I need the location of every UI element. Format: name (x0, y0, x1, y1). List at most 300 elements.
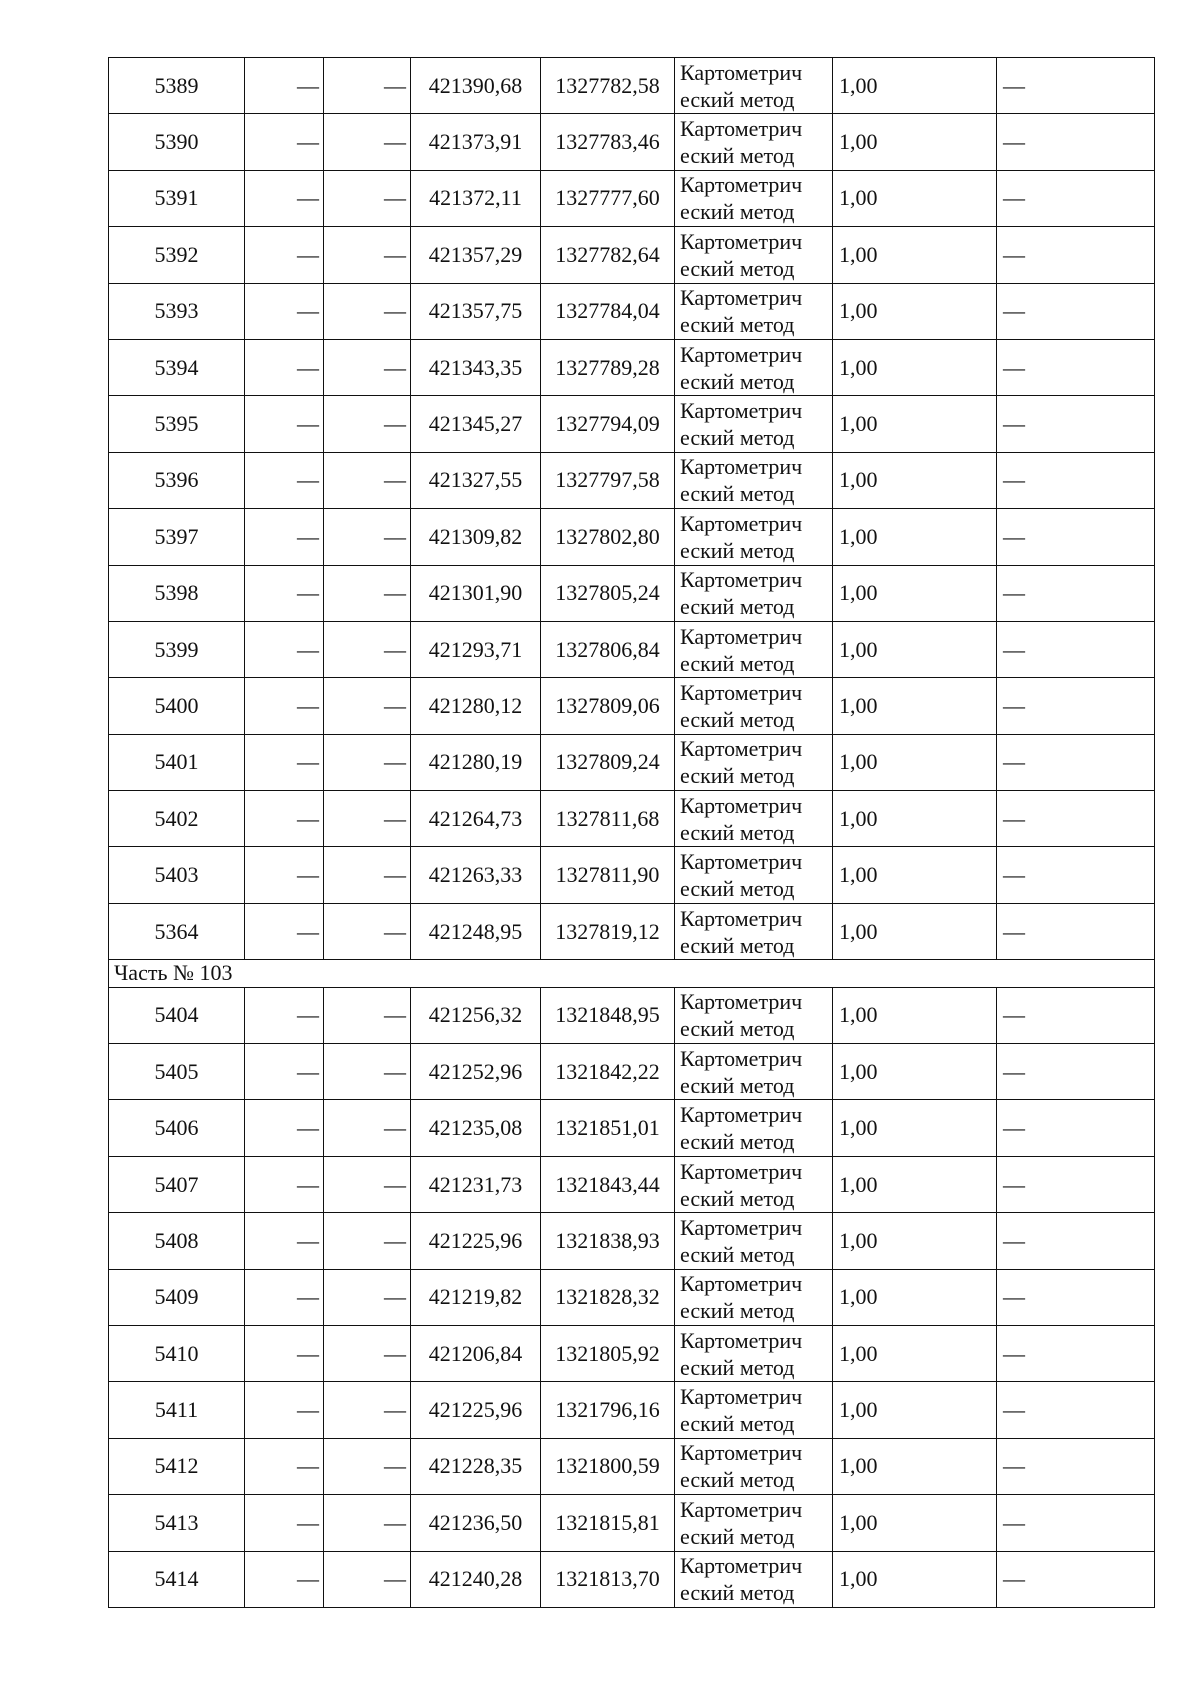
old-x-cell: — (245, 565, 324, 621)
old-y-cell: — (324, 452, 411, 508)
table-row (109, 339, 1155, 395)
accuracy-cell: 1,00 (833, 903, 997, 959)
description-cell: — (997, 987, 1155, 1043)
method-cell (675, 1156, 833, 1212)
old-x-cell: — (245, 1382, 324, 1438)
accuracy-cell: 1,00 (833, 58, 997, 114)
point-number-cell: 5391 (109, 170, 245, 226)
y-coordinate-cell: 1327809,24 (541, 734, 675, 790)
method-line-1: Картометрич (680, 1158, 803, 1184)
method-line-2: еский метод (680, 1298, 795, 1324)
description-cell: — (997, 58, 1155, 114)
method-cell (675, 1213, 833, 1269)
method-line-1: Картометрич (680, 679, 803, 705)
accuracy-cell: 1,00 (833, 396, 997, 452)
old-y-cell: — (324, 1156, 411, 1212)
description-cell: — (997, 621, 1155, 677)
method-line-2: еский метод (680, 1072, 795, 1098)
description-cell: — (997, 114, 1155, 170)
description-cell: — (997, 678, 1155, 734)
table-row (109, 58, 1155, 114)
point-number-cell: 5411 (109, 1382, 245, 1438)
description-cell: — (997, 791, 1155, 847)
method-line-1: Картометрич (680, 567, 803, 593)
accuracy-cell: 1,00 (833, 791, 997, 847)
point-number-cell: 5407 (109, 1156, 245, 1212)
y-coordinate-cell: 1321843,44 (541, 1156, 675, 1212)
table-row (109, 227, 1155, 283)
y-coordinate-cell: 1327819,12 (541, 903, 675, 959)
point-number-cell: 5399 (109, 621, 245, 677)
y-coordinate-cell: 1327782,58 (541, 58, 675, 114)
method-line-1: Картометрич (680, 1384, 803, 1410)
accuracy-cell: 1,00 (833, 170, 997, 226)
point-number-cell: 5414 (109, 1551, 245, 1607)
y-coordinate-cell: 1327789,28 (541, 339, 675, 395)
method-line-2: еский метод (680, 143, 795, 169)
method-cell (675, 1438, 833, 1494)
x-coordinate-cell: 421225,96 (411, 1382, 541, 1438)
coordinates-table-body (109, 58, 1155, 1608)
y-coordinate-cell: 1321813,70 (541, 1551, 675, 1607)
old-x-cell: — (245, 509, 324, 565)
old-x-cell: — (245, 339, 324, 395)
method-cell (675, 565, 833, 621)
y-coordinate-cell: 1321842,22 (541, 1044, 675, 1100)
x-coordinate-cell: 421264,73 (411, 791, 541, 847)
x-coordinate-cell: 421236,50 (411, 1495, 541, 1551)
point-number-cell: 5393 (109, 283, 245, 339)
x-coordinate-cell: 421345,27 (411, 396, 541, 452)
old-y-cell: — (324, 509, 411, 565)
description-cell: — (997, 1100, 1155, 1156)
accuracy-cell: 1,00 (833, 1156, 997, 1212)
y-coordinate-cell: 1321828,32 (541, 1269, 675, 1325)
table-row (109, 1495, 1155, 1551)
method-cell (675, 339, 833, 395)
table-row (109, 170, 1155, 226)
description-cell: — (997, 1269, 1155, 1325)
point-number-cell: 5394 (109, 339, 245, 395)
description-cell: — (997, 452, 1155, 508)
point-number-cell: 5390 (109, 114, 245, 170)
method-line-1: Картометрич (680, 398, 803, 424)
accuracy-cell: 1,00 (833, 509, 997, 565)
old-x-cell: — (245, 791, 324, 847)
method-line-1: Картометрич (680, 736, 803, 762)
x-coordinate-cell: 421373,91 (411, 114, 541, 170)
old-x-cell: — (245, 1269, 324, 1325)
method-line-2: еский метод (680, 1241, 795, 1267)
old-y-cell: — (324, 1044, 411, 1100)
description-cell: — (997, 170, 1155, 226)
x-coordinate-cell: 421225,96 (411, 1213, 541, 1269)
point-number-cell: 5413 (109, 1495, 245, 1551)
table-row (109, 114, 1155, 170)
method-line-1: Картометрич (680, 623, 803, 649)
method-line-2: еский метод (680, 763, 795, 789)
accuracy-cell: 1,00 (833, 1269, 997, 1325)
y-coordinate-cell: 1327783,46 (541, 114, 675, 170)
old-x-cell: — (245, 1100, 324, 1156)
old-y-cell: — (324, 227, 411, 283)
y-coordinate-cell: 1327777,60 (541, 170, 675, 226)
old-y-cell: — (324, 903, 411, 959)
method-cell (675, 452, 833, 508)
x-coordinate-cell: 421309,82 (411, 509, 541, 565)
point-number-cell: 5389 (109, 58, 245, 114)
description-cell: — (997, 903, 1155, 959)
method-line-2: еский метод (680, 481, 795, 507)
table-row (109, 1551, 1155, 1607)
method-line-2: еский метод (680, 819, 795, 845)
accuracy-cell: 1,00 (833, 1100, 997, 1156)
old-x-cell: — (245, 1325, 324, 1381)
method-line-1: Картометрич (680, 1214, 803, 1240)
old-x-cell: — (245, 621, 324, 677)
accuracy-cell: 1,00 (833, 227, 997, 283)
table-row (109, 621, 1155, 677)
old-x-cell: — (245, 1438, 324, 1494)
point-number-cell: 5412 (109, 1438, 245, 1494)
x-coordinate-cell: 421293,71 (411, 621, 541, 677)
accuracy-cell: 1,00 (833, 1495, 997, 1551)
description-cell: — (997, 1382, 1155, 1438)
method-line-1: Картометрич (680, 341, 803, 367)
description-cell: — (997, 227, 1155, 283)
accuracy-cell: 1,00 (833, 1551, 997, 1607)
x-coordinate-cell: 421252,96 (411, 1044, 541, 1100)
method-line-1: Картометрич (680, 116, 803, 142)
accuracy-cell: 1,00 (833, 1438, 997, 1494)
point-number-cell: 5364 (109, 903, 245, 959)
x-coordinate-cell: 421343,35 (411, 339, 541, 395)
description-cell: — (997, 1495, 1155, 1551)
method-line-1: Картометрич (680, 1553, 803, 1579)
y-coordinate-cell: 1327794,09 (541, 396, 675, 452)
y-coordinate-cell: 1321815,81 (541, 1495, 675, 1551)
method-line-2: еский метод (680, 1129, 795, 1155)
table-row (109, 396, 1155, 452)
old-y-cell: — (324, 621, 411, 677)
accuracy-cell: 1,00 (833, 1213, 997, 1269)
method-cell (675, 1382, 833, 1438)
method-line-1: Картометрич (680, 849, 803, 875)
old-x-cell: — (245, 58, 324, 114)
method-cell (675, 396, 833, 452)
table-row (109, 1325, 1155, 1381)
point-number-cell: 5400 (109, 678, 245, 734)
method-line-2: еский метод (680, 537, 795, 563)
description-cell: — (997, 1551, 1155, 1607)
method-line-1: Картометрич (680, 172, 803, 198)
old-y-cell: — (324, 1100, 411, 1156)
old-y-cell: — (324, 283, 411, 339)
table-row (109, 1438, 1155, 1494)
method-cell (675, 987, 833, 1043)
point-number-cell: 5404 (109, 987, 245, 1043)
old-y-cell: — (324, 847, 411, 903)
method-cell (675, 847, 833, 903)
y-coordinate-cell: 1327811,90 (541, 847, 675, 903)
method-line-2: еский метод (680, 86, 795, 112)
table-row (109, 283, 1155, 339)
method-line-1: Картометрич (680, 989, 803, 1015)
old-x-cell: — (245, 847, 324, 903)
accuracy-cell: 1,00 (833, 621, 997, 677)
y-coordinate-cell: 1327797,58 (541, 452, 675, 508)
point-number-cell: 5402 (109, 791, 245, 847)
description-cell: — (997, 1213, 1155, 1269)
method-line-2: еский метод (680, 1580, 795, 1606)
description-cell: — (997, 396, 1155, 452)
y-coordinate-cell: 1321805,92 (541, 1325, 675, 1381)
method-cell (675, 1551, 833, 1607)
old-x-cell: — (245, 987, 324, 1043)
point-number-cell: 5401 (109, 734, 245, 790)
x-coordinate-cell: 421219,82 (411, 1269, 541, 1325)
accuracy-cell: 1,00 (833, 987, 997, 1043)
y-coordinate-cell: 1327784,04 (541, 283, 675, 339)
table-row (109, 565, 1155, 621)
table-row (109, 987, 1155, 1043)
accuracy-cell: 1,00 (833, 1325, 997, 1381)
y-coordinate-cell: 1327802,80 (541, 509, 675, 565)
table-row (109, 1382, 1155, 1438)
x-coordinate-cell: 421206,84 (411, 1325, 541, 1381)
old-x-cell: — (245, 1213, 324, 1269)
accuracy-cell: 1,00 (833, 452, 997, 508)
method-line-1: Картометрич (680, 905, 803, 931)
table-row (109, 1100, 1155, 1156)
point-number-cell: 5398 (109, 565, 245, 621)
x-coordinate-cell: 421240,28 (411, 1551, 541, 1607)
x-coordinate-cell: 421235,08 (411, 1100, 541, 1156)
point-number-cell: 5409 (109, 1269, 245, 1325)
method-cell (675, 227, 833, 283)
method-line-2: еский метод (680, 876, 795, 902)
old-y-cell: — (324, 565, 411, 621)
method-line-2: еский метод (680, 425, 795, 451)
table-row (109, 509, 1155, 565)
method-cell (675, 621, 833, 677)
table-row (109, 1269, 1155, 1325)
method-line-2: еский метод (680, 1354, 795, 1380)
y-coordinate-cell: 1321800,59 (541, 1438, 675, 1494)
x-coordinate-cell: 421390,68 (411, 58, 541, 114)
x-coordinate-cell: 421263,33 (411, 847, 541, 903)
method-line-1: Картометрич (680, 510, 803, 536)
accuracy-cell: 1,00 (833, 847, 997, 903)
method-cell (675, 1325, 833, 1381)
description-cell: — (997, 283, 1155, 339)
old-y-cell: — (324, 1382, 411, 1438)
y-coordinate-cell: 1321848,95 (541, 987, 675, 1043)
accuracy-cell: 1,00 (833, 114, 997, 170)
old-y-cell: — (324, 791, 411, 847)
x-coordinate-cell: 421357,75 (411, 283, 541, 339)
accuracy-cell: 1,00 (833, 1044, 997, 1100)
method-line-2: еский метод (680, 1411, 795, 1437)
old-y-cell: — (324, 987, 411, 1043)
method-line-1: Картометрич (680, 1271, 803, 1297)
method-line-2: еский метод (680, 312, 795, 338)
point-number-cell: 5405 (109, 1044, 245, 1100)
method-cell (675, 114, 833, 170)
point-number-cell: 5395 (109, 396, 245, 452)
method-cell (675, 903, 833, 959)
y-coordinate-cell: 1327811,68 (541, 791, 675, 847)
method-line-2: еский метод (680, 1523, 795, 1549)
old-x-cell: — (245, 734, 324, 790)
method-line-1: Картометрич (680, 1440, 803, 1466)
y-coordinate-cell: 1321796,16 (541, 1382, 675, 1438)
method-line-2: еский метод (680, 1016, 795, 1042)
method-line-1: Картометрич (680, 1102, 803, 1128)
accuracy-cell: 1,00 (833, 1382, 997, 1438)
method-line-2: еский метод (680, 932, 795, 958)
description-cell: — (997, 509, 1155, 565)
method-line-1: Картометрич (680, 228, 803, 254)
table-row (109, 678, 1155, 734)
table-row (109, 1044, 1155, 1100)
table-row (109, 734, 1155, 790)
old-y-cell: — (324, 1495, 411, 1551)
description-cell: — (997, 1044, 1155, 1100)
method-line-2: еский метод (680, 255, 795, 281)
old-y-cell: — (324, 1213, 411, 1269)
method-cell (675, 1044, 833, 1100)
method-line-2: еский метод (680, 706, 795, 732)
x-coordinate-cell: 421228,35 (411, 1438, 541, 1494)
accuracy-cell: 1,00 (833, 678, 997, 734)
old-y-cell: — (324, 170, 411, 226)
method-cell (675, 734, 833, 790)
description-cell: — (997, 734, 1155, 790)
method-line-1: Картометрич (680, 1496, 803, 1522)
old-y-cell: — (324, 58, 411, 114)
old-x-cell: — (245, 170, 324, 226)
old-x-cell: — (245, 903, 324, 959)
y-coordinate-cell: 1321838,93 (541, 1213, 675, 1269)
point-number-cell: 5410 (109, 1325, 245, 1381)
method-line-1: Картометрич (680, 1045, 803, 1071)
x-coordinate-cell: 421256,32 (411, 987, 541, 1043)
point-number-cell: 5408 (109, 1213, 245, 1269)
point-number-cell: 5396 (109, 452, 245, 508)
x-coordinate-cell: 421231,73 (411, 1156, 541, 1212)
old-x-cell: — (245, 1495, 324, 1551)
description-cell: — (997, 565, 1155, 621)
x-coordinate-cell: 421301,90 (411, 565, 541, 621)
accuracy-cell: 1,00 (833, 734, 997, 790)
table-row (109, 847, 1155, 903)
table-row (109, 1156, 1155, 1212)
description-cell: — (997, 339, 1155, 395)
point-number-cell: 5406 (109, 1100, 245, 1156)
old-y-cell: — (324, 1325, 411, 1381)
part-header-label: Часть № 103 (109, 960, 1155, 987)
point-number-cell: 5392 (109, 227, 245, 283)
old-y-cell: — (324, 1438, 411, 1494)
method-line-1: Картометрич (680, 285, 803, 311)
old-y-cell: — (324, 678, 411, 734)
method-line-2: еский метод (680, 368, 795, 394)
method-cell (675, 1269, 833, 1325)
accuracy-cell: 1,00 (833, 339, 997, 395)
old-y-cell: — (324, 1269, 411, 1325)
accuracy-cell: 1,00 (833, 283, 997, 339)
method-cell (675, 1495, 833, 1551)
method-cell (675, 678, 833, 734)
description-cell: — (997, 1325, 1155, 1381)
description-cell: — (997, 1156, 1155, 1212)
x-coordinate-cell: 421280,19 (411, 734, 541, 790)
y-coordinate-cell: 1327805,24 (541, 565, 675, 621)
method-cell (675, 1100, 833, 1156)
coordinates-table (108, 57, 1155, 1608)
old-y-cell: — (324, 1551, 411, 1607)
table-row (109, 1213, 1155, 1269)
old-x-cell: — (245, 227, 324, 283)
description-cell: — (997, 1438, 1155, 1494)
x-coordinate-cell: 421280,12 (411, 678, 541, 734)
description-cell: — (997, 847, 1155, 903)
method-cell (675, 791, 833, 847)
old-x-cell: — (245, 283, 324, 339)
method-cell (675, 170, 833, 226)
x-coordinate-cell: 421372,11 (411, 170, 541, 226)
method-line-2: еский метод (680, 1185, 795, 1211)
old-y-cell: — (324, 396, 411, 452)
old-x-cell: — (245, 1551, 324, 1607)
point-number-cell: 5397 (109, 509, 245, 565)
accuracy-cell: 1,00 (833, 565, 997, 621)
table-row (109, 452, 1155, 508)
y-coordinate-cell: 1321851,01 (541, 1100, 675, 1156)
part-header-row (109, 960, 1155, 987)
old-x-cell: — (245, 114, 324, 170)
table-row (109, 791, 1155, 847)
method-line-1: Картометрич (680, 454, 803, 480)
method-line-2: еский метод (680, 650, 795, 676)
x-coordinate-cell: 421357,29 (411, 227, 541, 283)
old-x-cell: — (245, 452, 324, 508)
old-y-cell: — (324, 734, 411, 790)
old-x-cell: — (245, 678, 324, 734)
method-line-1: Картометрич (680, 59, 803, 85)
y-coordinate-cell: 1327806,84 (541, 621, 675, 677)
method-line-2: еский метод (680, 594, 795, 620)
method-cell (675, 58, 833, 114)
method-line-1: Картометрич (680, 792, 803, 818)
method-cell (675, 283, 833, 339)
x-coordinate-cell: 421327,55 (411, 452, 541, 508)
old-x-cell: — (245, 1044, 324, 1100)
old-x-cell: — (245, 396, 324, 452)
method-line-1: Картометрич (680, 1327, 803, 1353)
old-x-cell: — (245, 1156, 324, 1212)
x-coordinate-cell: 421248,95 (411, 903, 541, 959)
table-row (109, 903, 1155, 959)
old-y-cell: — (324, 114, 411, 170)
y-coordinate-cell: 1327809,06 (541, 678, 675, 734)
point-number-cell: 5403 (109, 847, 245, 903)
method-line-2: еский метод (680, 199, 795, 225)
method-line-2: еский метод (680, 1467, 795, 1493)
y-coordinate-cell: 1327782,64 (541, 227, 675, 283)
old-y-cell: — (324, 339, 411, 395)
